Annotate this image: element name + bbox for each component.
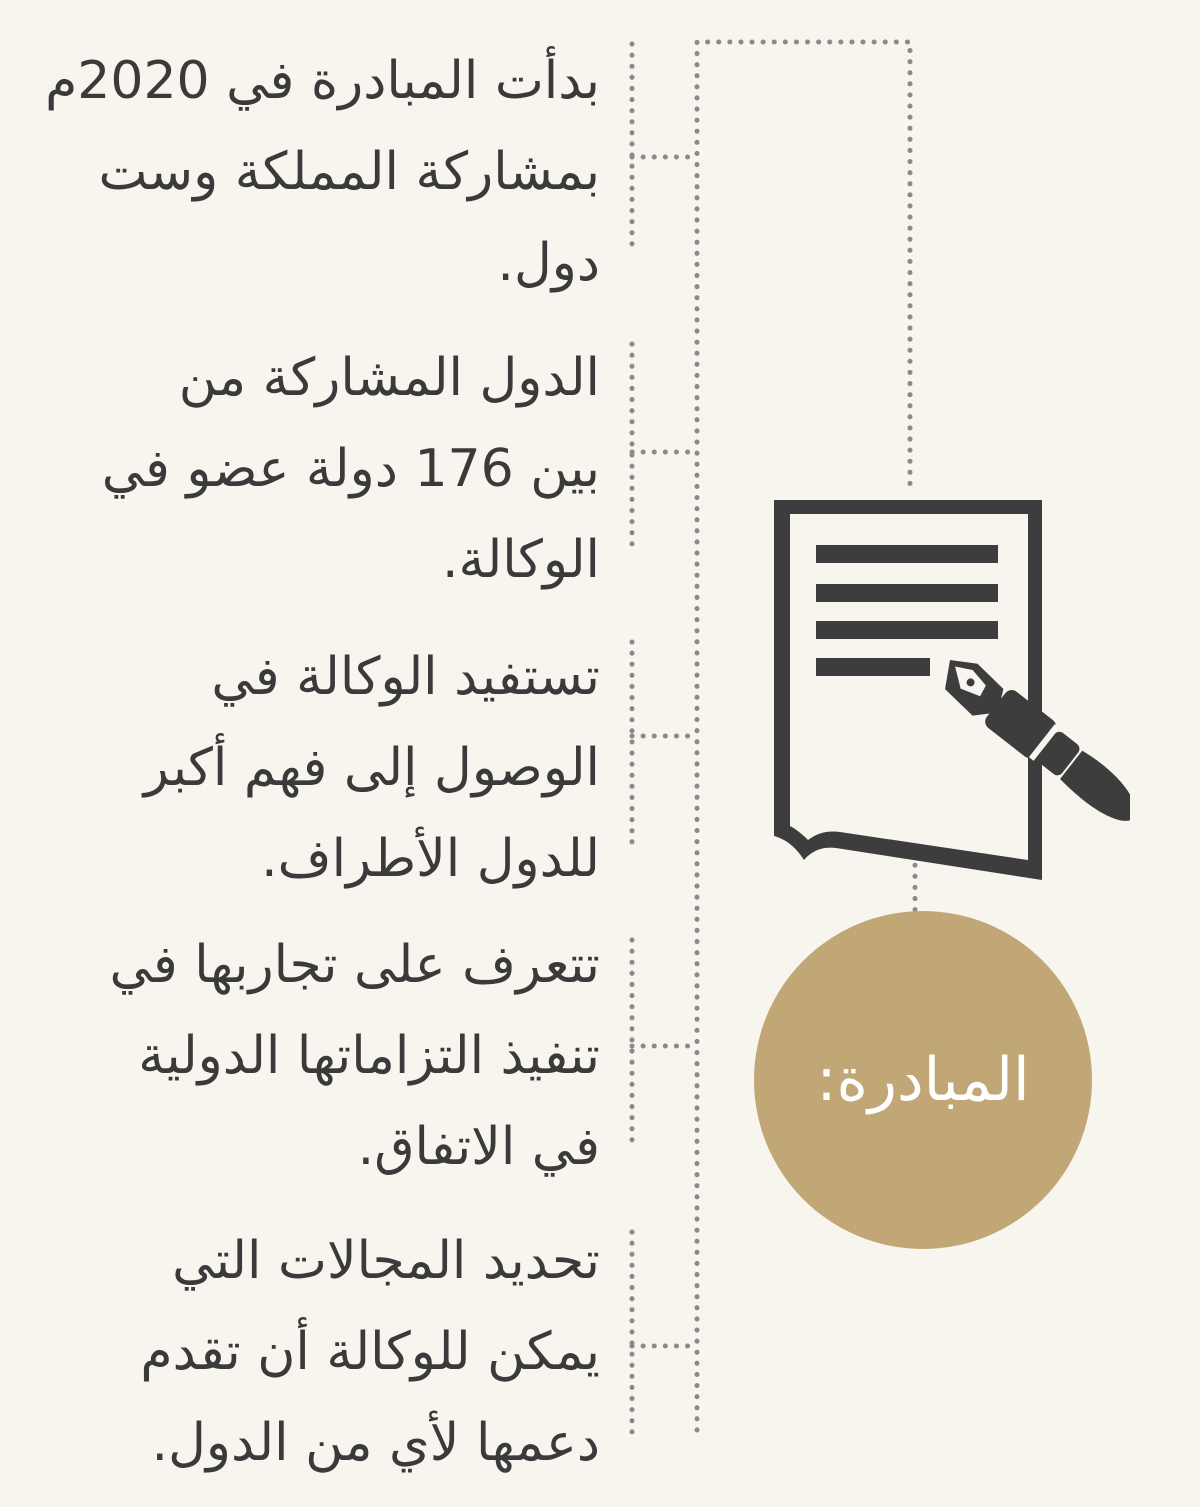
item-line: بمشاركة المملكة وست — [98, 142, 600, 202]
initiative-item-start-2020 — [45, 36, 600, 309]
initiative-title-badge — [754, 911, 1092, 1249]
item-line: تحديد المجالات التي — [172, 1231, 600, 1291]
item-line: دعمها لأي من الدول. — [151, 1413, 600, 1473]
item-line: بين 176 دولة عضو في — [101, 439, 600, 499]
item-line: للدول الأطراف. — [261, 829, 600, 889]
initiative-item-support-areas — [80, 1216, 600, 1489]
initiative-item-participating-countries — [80, 333, 600, 606]
item-line: الدول المشاركة من — [178, 348, 600, 408]
initiative-title: المبادرة: — [816, 1045, 1030, 1115]
item-line: تستفيد الوكالة في — [211, 647, 600, 707]
item-line: يمكن للوكالة أن تقدم — [140, 1322, 600, 1382]
item-line: تتعرف على تجاربها في — [109, 935, 600, 995]
item-line: تنفيذ التزاماتها الدولية — [138, 1026, 600, 1086]
item-line: دول. — [497, 233, 600, 293]
initiative-item-agency-benefit — [80, 632, 600, 905]
item-line: الوكالة. — [441, 530, 600, 590]
item-line: بدأت المبادرة في 2020م — [45, 51, 600, 111]
initiative-item-experiences — [80, 920, 600, 1193]
document-with-pen-icon — [760, 488, 1130, 888]
item-line: في الاتفاق. — [357, 1117, 600, 1177]
item-line: الوصول إلى فهم أكبر — [143, 738, 600, 798]
